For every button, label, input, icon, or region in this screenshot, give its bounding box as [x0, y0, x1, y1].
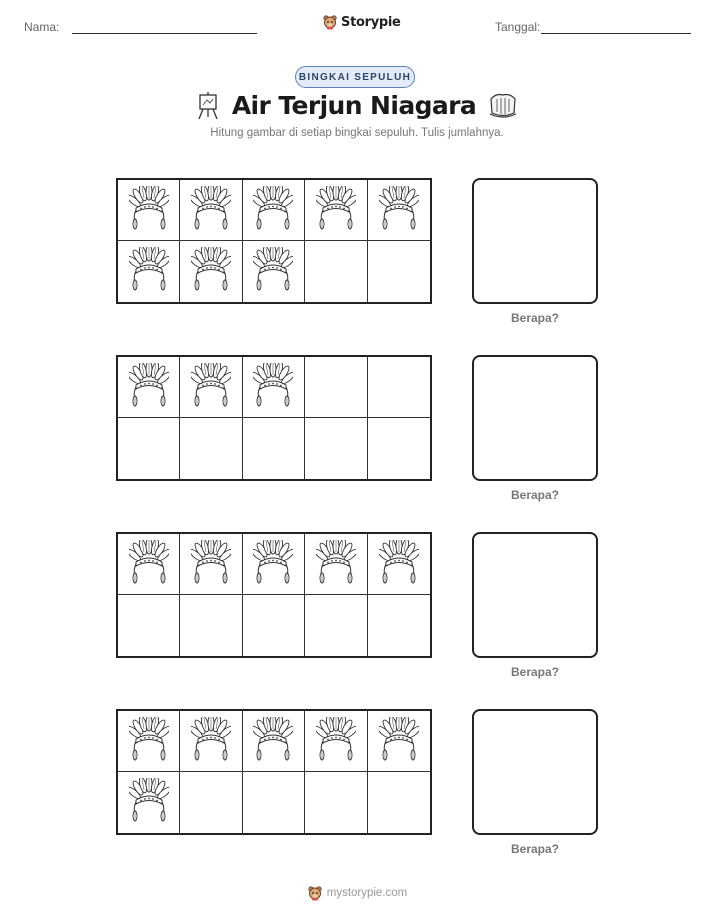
- frame-cell: [368, 772, 430, 833]
- feather-headdress-icon: [253, 247, 293, 296]
- frame-cell: [305, 534, 367, 595]
- feather-headdress-icon: [253, 186, 293, 235]
- frame-cell: [118, 595, 180, 656]
- frame-cell: [118, 711, 180, 772]
- frame-cell: [243, 180, 305, 241]
- frame-cell: [368, 534, 430, 595]
- easel-icon: [196, 90, 220, 120]
- feather-headdress-icon: [316, 186, 356, 235]
- page-title: Air Terjun Niagara: [231, 90, 477, 120]
- answer-box-1[interactable]: [472, 178, 598, 304]
- frame-cell: [118, 241, 180, 302]
- feather-headdress-icon: [191, 363, 231, 412]
- frame-cell: [243, 772, 305, 833]
- frame-cell: [305, 241, 367, 302]
- brand-logo: [322, 14, 401, 30]
- feather-headdress-icon: [129, 186, 169, 235]
- frame-cell: [305, 418, 367, 479]
- feather-headdress-icon: [191, 247, 231, 296]
- frame-cell: [305, 711, 367, 772]
- feather-headdress-icon: [191, 540, 231, 589]
- name-label: Nama:: [24, 20, 60, 34]
- frame-cell: [118, 772, 180, 833]
- frame-cell: [305, 180, 367, 241]
- brand-name: Storypie: [341, 14, 401, 30]
- frame-cell: [368, 418, 430, 479]
- title-row: [0, 90, 714, 120]
- frame-cell: [180, 418, 242, 479]
- frame-cell: [243, 418, 305, 479]
- answer-box-4[interactable]: [472, 709, 598, 835]
- frame-cell: [180, 241, 242, 302]
- footer-url: mystorypie.com: [326, 887, 408, 899]
- frame-cell: [243, 357, 305, 418]
- date-line[interactable]: [541, 33, 691, 34]
- feather-headdress-icon: [129, 247, 169, 296]
- feather-headdress-icon: [379, 717, 419, 766]
- answer-label: Berapa?: [510, 311, 560, 325]
- frame-cell: [305, 595, 367, 656]
- answer-label: Berapa?: [510, 488, 560, 502]
- frame-cell: [368, 241, 430, 302]
- answer-box-3[interactable]: [472, 532, 598, 658]
- ten-frame-4: [116, 709, 432, 835]
- storypie-mascot-icon: [307, 885, 323, 901]
- feather-headdress-icon: [129, 778, 169, 827]
- instructions: Hitung gambar di setiap bingkai sepuluh. Tulis jumlahnya.: [210, 127, 504, 139]
- feather-headdress-icon: [253, 363, 293, 412]
- feather-headdress-icon: [316, 540, 356, 589]
- frame-cell: [368, 180, 430, 241]
- frame-cell: [368, 595, 430, 656]
- footer: [0, 885, 714, 901]
- date-label: Tanggal:: [495, 20, 541, 34]
- feather-headdress-icon: [316, 717, 356, 766]
- frame-cell: [243, 711, 305, 772]
- frame-cell: [180, 595, 242, 656]
- frame-cell: [180, 357, 242, 418]
- frame-cell: [368, 357, 430, 418]
- frame-cell: [118, 418, 180, 479]
- frame-cell: [368, 711, 430, 772]
- name-line[interactable]: [72, 33, 257, 34]
- frame-cell: [118, 357, 180, 418]
- frame-cell: [243, 595, 305, 656]
- frame-cell: [180, 534, 242, 595]
- feather-headdress-icon: [253, 717, 293, 766]
- frame-cell: [180, 180, 242, 241]
- waterfall-icon: [488, 91, 518, 119]
- feather-headdress-icon: [379, 186, 419, 235]
- worksheet-type-badge: BINGKAI SEPULUH: [295, 66, 415, 88]
- frame-cell: [243, 241, 305, 302]
- frame-cell: [118, 534, 180, 595]
- ten-frame-3: [116, 532, 432, 658]
- feather-headdress-icon: [253, 540, 293, 589]
- frame-cell: [305, 357, 367, 418]
- frame-cell: [180, 711, 242, 772]
- answer-box-2[interactable]: [472, 355, 598, 481]
- frame-cell: [305, 772, 367, 833]
- feather-headdress-icon: [129, 363, 169, 412]
- feather-headdress-icon: [129, 540, 169, 589]
- storypie-mascot-icon: [322, 14, 338, 30]
- feather-headdress-icon: [129, 717, 169, 766]
- ten-frame-2: [116, 355, 432, 481]
- ten-frame-1: [116, 178, 432, 304]
- feather-headdress-icon: [191, 717, 231, 766]
- frame-cell: [243, 534, 305, 595]
- feather-headdress-icon: [379, 540, 419, 589]
- answer-label: Berapa?: [510, 842, 560, 856]
- answer-label: Berapa?: [510, 665, 560, 679]
- frame-cell: [180, 772, 242, 833]
- frame-cell: [118, 180, 180, 241]
- feather-headdress-icon: [191, 186, 231, 235]
